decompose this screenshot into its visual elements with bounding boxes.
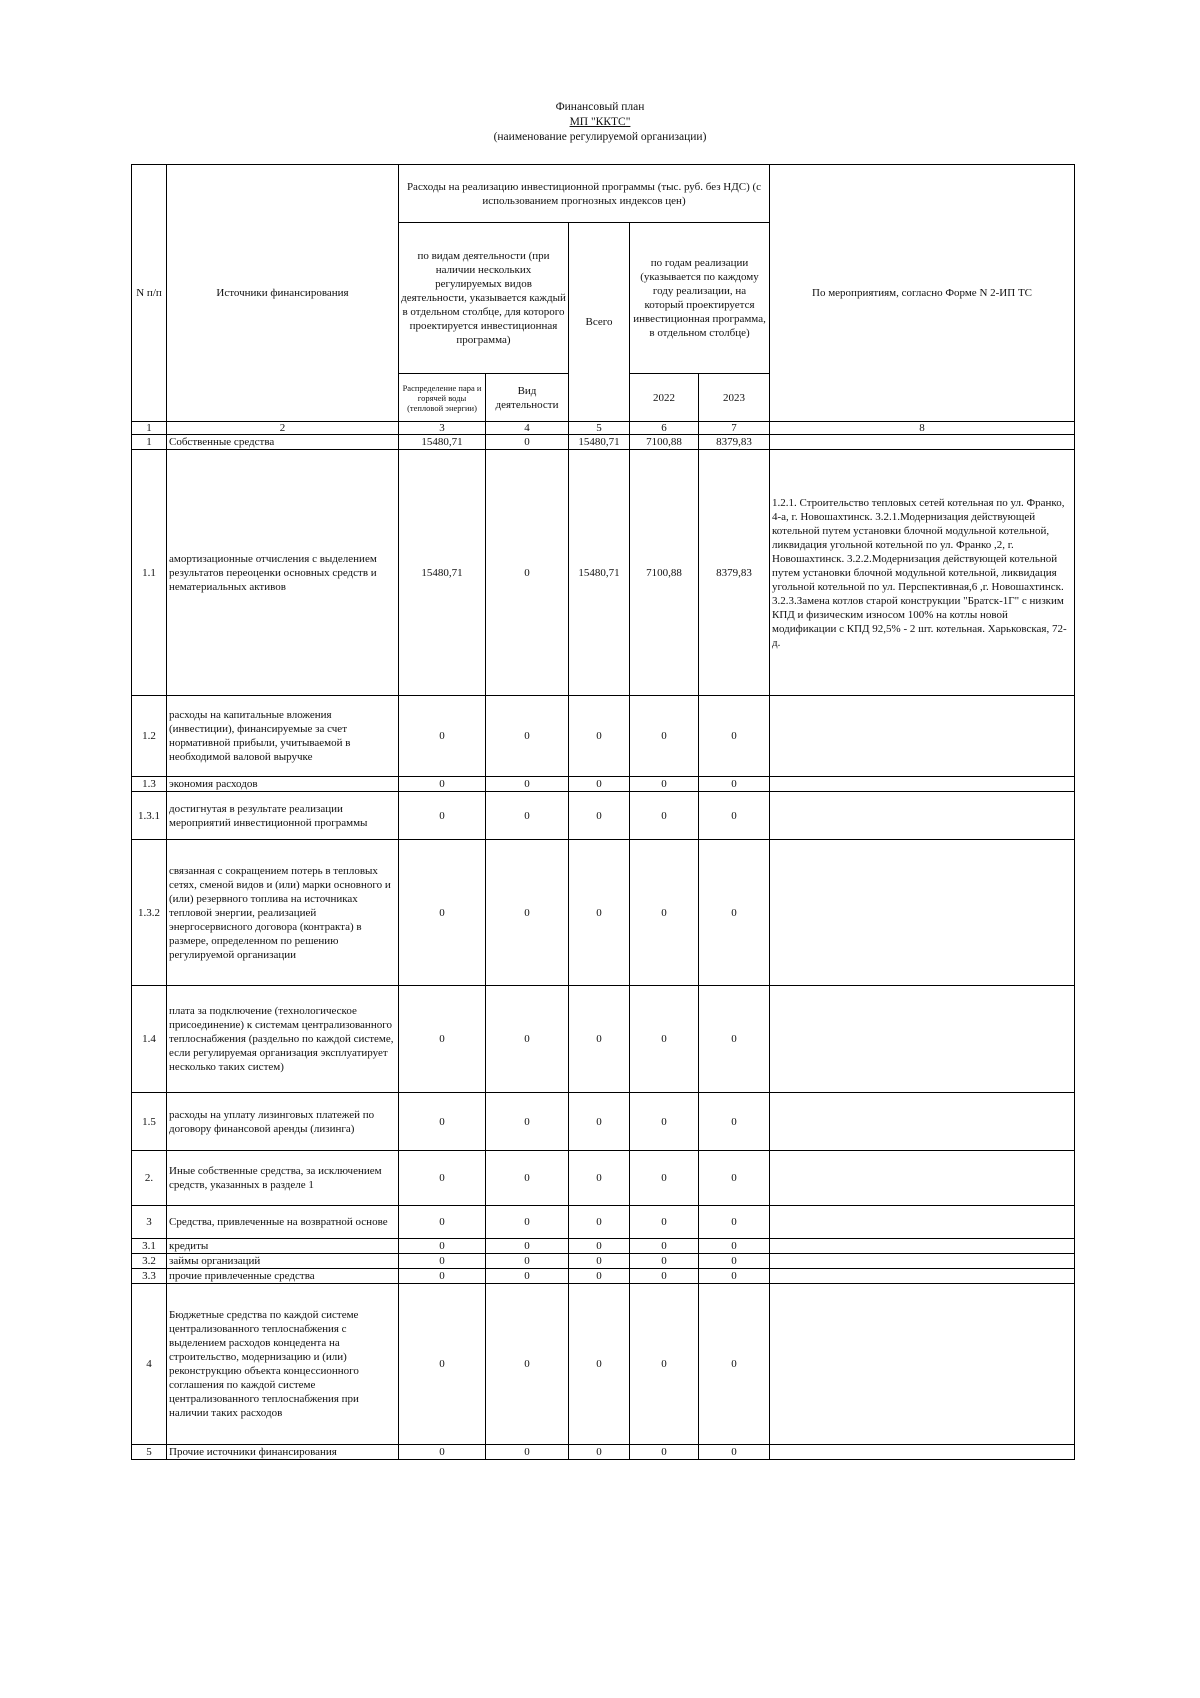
row-measures (770, 1269, 1075, 1284)
row-2022-value: 7100,88 (630, 435, 699, 450)
row-activity-value: 0 (486, 450, 569, 696)
row-distribution-value: 0 (399, 1151, 486, 1206)
row-distribution-value: 0 (399, 696, 486, 777)
row-distribution-value: 0 (399, 1445, 486, 1460)
row-activity-value: 0 (486, 840, 569, 986)
row-source-name: расходы на уплату лизинговых платежей по договору финансовой аренды (лизинга) (167, 1093, 399, 1151)
row-measures (770, 777, 1075, 792)
row-number: 1.2 (132, 696, 167, 777)
row-measures: 1.2.1. Строительство тепловых сетей котельная по ул. Франко, 4-а, г. Новошахтинск. 3.2.1.Модернизация действующей котельной путем установки блочной модульной котельной, ликвидация угольной котельной по ул. Франко ,2, г. Новошахтинск. 3.2.2.Модернизация действующей котельной путем установки блочной модульной котельной, ликвидация угольной котельной по ул. Перспективная,6 ,г. Новошахтинск. 3.2.3.Замена котлов старой конструкции "Братск-1Г" с низким КПД и физическим износом 100% на котлы новой модификации с КПД 92,5% - 2 шт. котельная. Харьковская, 72-д. (770, 450, 1075, 696)
row-distribution-value: 0 (399, 1093, 486, 1151)
row-number: 2. (132, 1151, 167, 1206)
row-measures (770, 792, 1075, 840)
row-activity-value: 0 (486, 696, 569, 777)
header-year-2022: 2022 (630, 374, 699, 422)
table-row (132, 696, 1075, 777)
row-measures (770, 1206, 1075, 1239)
row-source-name: прочие привлеченные средства (167, 1269, 399, 1284)
row-activity-value: 0 (486, 986, 569, 1093)
row-activity-value: 0 (486, 1269, 569, 1284)
row-number: 1.4 (132, 986, 167, 1093)
header-n: N п/п (132, 165, 167, 422)
row-2022-value: 0 (630, 840, 699, 986)
row-2022-value: 0 (630, 777, 699, 792)
row-2022-value: 0 (630, 1254, 699, 1269)
row-activity-value: 0 (486, 1239, 569, 1254)
row-source-name: Прочие источники финансирования (167, 1445, 399, 1460)
row-distribution-value: 0 (399, 1206, 486, 1239)
row-activity-value: 0 (486, 1445, 569, 1460)
row-source-name: займы организаций (167, 1254, 399, 1269)
row-activity-value: 0 (486, 777, 569, 792)
col-number: 3 (399, 422, 486, 435)
table-row (132, 1239, 1075, 1254)
row-number: 5 (132, 1445, 167, 1460)
header-source: Источники финансирования (167, 165, 399, 422)
table-row (132, 450, 1075, 696)
row-2023-value: 0 (699, 1254, 770, 1269)
row-source-name: связанная с сокращением потерь в тепловых сетях, сменой видов и (или) марки основного и (или) резервного топлива на источниках тепловой энергии, реализацией энергосервисного договора (контракта) в размере, определенном по решению регулируемой организации (167, 840, 399, 986)
col-number: 5 (569, 422, 630, 435)
row-measures (770, 840, 1075, 986)
row-source-name: Иные собственные средства, за исключением средств, указанных в разделе 1 (167, 1151, 399, 1206)
row-total-value: 0 (569, 777, 630, 792)
row-2022-value: 0 (630, 1093, 699, 1151)
row-number: 3 (132, 1206, 167, 1239)
row-activity-value: 0 (486, 792, 569, 840)
row-2022-value: 0 (630, 696, 699, 777)
row-2022-value: 0 (630, 1151, 699, 1206)
row-2023-value: 0 (699, 1239, 770, 1254)
row-number: 1.5 (132, 1093, 167, 1151)
row-measures (770, 1239, 1075, 1254)
document-header (0, 100, 1200, 145)
row-2023-value: 0 (699, 1151, 770, 1206)
row-total-value: 0 (569, 1445, 630, 1460)
table-row (132, 1445, 1075, 1460)
col-number: 1 (132, 422, 167, 435)
row-measures (770, 1445, 1075, 1460)
row-total-value: 0 (569, 696, 630, 777)
row-total-value: 0 (569, 1284, 630, 1445)
document-title: Финансовый план (555, 101, 645, 113)
table-row (132, 777, 1075, 792)
row-measures (770, 986, 1075, 1093)
row-2022-value: 0 (630, 1206, 699, 1239)
row-2022-value: 0 (630, 1284, 699, 1445)
row-total-value: 0 (569, 1151, 630, 1206)
row-number: 1 (132, 435, 167, 450)
row-2022-value: 0 (630, 1445, 699, 1460)
row-distribution-value: 0 (399, 840, 486, 986)
row-total-value: 0 (569, 792, 630, 840)
row-total-value: 0 (569, 1239, 630, 1254)
col-number: 8 (770, 422, 1075, 435)
header-total: Всего (569, 223, 630, 422)
table-row (132, 792, 1075, 840)
row-activity-value: 0 (486, 1206, 569, 1239)
row-source-name: Собственные средства (167, 435, 399, 450)
table-row (132, 1206, 1075, 1239)
row-total-value: 0 (569, 986, 630, 1093)
table-row (132, 1093, 1075, 1151)
row-source-name: кредиты (167, 1239, 399, 1254)
row-distribution-value: 0 (399, 792, 486, 840)
table-row (132, 986, 1075, 1093)
row-source-name: экономия расходов (167, 777, 399, 792)
row-2023-value: 8379,83 (699, 435, 770, 450)
row-total-value: 0 (569, 1093, 630, 1151)
row-distribution-value: 0 (399, 986, 486, 1093)
col-number: 6 (630, 422, 699, 435)
row-activity-value: 0 (486, 1254, 569, 1269)
row-number: 1.3.2 (132, 840, 167, 986)
row-2023-value: 0 (699, 1206, 770, 1239)
col-number: 7 (699, 422, 770, 435)
row-activity-value: 0 (486, 1284, 569, 1445)
row-distribution-value: 0 (399, 1239, 486, 1254)
row-2022-value: 0 (630, 1269, 699, 1284)
row-source-name: расходы на капитальные вложения (инвестиции), финансируемые за счет нормативной прибыли, учитываемой в необходимой валовой выручке (167, 696, 399, 777)
row-2023-value: 0 (699, 1284, 770, 1445)
row-distribution-value: 0 (399, 777, 486, 792)
row-measures (770, 1284, 1075, 1445)
row-2023-value: 0 (699, 777, 770, 792)
row-2023-value: 0 (699, 1093, 770, 1151)
row-distribution-value: 0 (399, 1284, 486, 1445)
row-number: 4 (132, 1284, 167, 1445)
row-total-value: 0 (569, 1206, 630, 1239)
row-activity-value: 0 (486, 1151, 569, 1206)
col-number: 4 (486, 422, 569, 435)
row-measures (770, 1093, 1075, 1151)
row-distribution-value: 15480,71 (399, 435, 486, 450)
row-total-value: 0 (569, 1254, 630, 1269)
header-activity-type: Вид деятельности (486, 374, 569, 422)
column-numbers-row (132, 422, 1075, 435)
row-source-name: Средства, привлеченные на возвратной основе (167, 1206, 399, 1239)
row-2023-value: 0 (699, 1445, 770, 1460)
row-distribution-value: 0 (399, 1269, 486, 1284)
table-row (132, 1151, 1075, 1206)
row-source-name: амортизационные отчисления с выделением результатов переоценки основных средств и нематериальных активов (167, 450, 399, 696)
financial-plan-table (131, 164, 1075, 1460)
header-year-2023: 2023 (699, 374, 770, 422)
row-total-value: 0 (569, 840, 630, 986)
table-row (132, 1269, 1075, 1284)
col-number: 2 (167, 422, 399, 435)
organization-caption: (наименование регулируемой организации) (493, 131, 707, 143)
row-2023-value: 0 (699, 1269, 770, 1284)
header-distribution: Распределение пара и горячей воды (тепловой энергии) (399, 374, 486, 422)
row-measures (770, 696, 1075, 777)
table-row (132, 435, 1075, 450)
row-measures (770, 1254, 1075, 1269)
row-number: 3.3 (132, 1269, 167, 1284)
table-row (132, 1254, 1075, 1269)
table-row (132, 1284, 1075, 1445)
row-activity-value: 0 (486, 435, 569, 450)
row-source-name: Бюджетные средства по каждой системе централизованного теплоснабжения с выделением расходов концедента на строительство, модернизацию и (или) реконструкцию объекта концессионного соглашения по каждой системе централизованного теплоснабжения при наличии таких расходов (167, 1284, 399, 1445)
row-activity-value: 0 (486, 1093, 569, 1151)
organization-name: МП "ККТС" (569, 116, 631, 128)
row-2023-value: 0 (699, 986, 770, 1093)
row-source-name: плата за подключение (технологическое присоединение) к системам централизованного теплоснабжения (раздельно по каждой системе, если регулируемая организация эксплуатирует несколько таких систем) (167, 986, 399, 1093)
header-expenses: Расходы на реализацию инвестиционной программы (тыс. руб. без НДС) (с использованием прогнозных индексов цен) (399, 165, 770, 223)
row-number: 1.3.1 (132, 792, 167, 840)
row-2022-value: 0 (630, 792, 699, 840)
row-number: 1.1 (132, 450, 167, 696)
row-total-value: 15480,71 (569, 435, 630, 450)
header-by-years: по годам реализации (указывается по каждому году реализации, на который проектируется инвестиционная программа, в отдельном столбце) (630, 223, 770, 374)
row-2022-value: 0 (630, 986, 699, 1093)
row-number: 3.2 (132, 1254, 167, 1269)
table-row (132, 840, 1075, 986)
row-number: 3.1 (132, 1239, 167, 1254)
row-total-value: 15480,71 (569, 450, 630, 696)
row-2022-value: 0 (630, 1239, 699, 1254)
row-2023-value: 0 (699, 696, 770, 777)
row-total-value: 0 (569, 1269, 630, 1284)
header-by-measures: По мероприятиям, согласно Форме N 2-ИП ТС (770, 165, 1075, 422)
row-source-name: достигнутая в результате реализации мероприятий инвестиционной программы (167, 792, 399, 840)
row-distribution-value: 15480,71 (399, 450, 486, 696)
row-measures (770, 1151, 1075, 1206)
row-number: 1.3 (132, 777, 167, 792)
row-2023-value: 0 (699, 840, 770, 986)
header-by-activity: по видам деятельности (при наличии нескольких регулируемых видов деятельности, указывается каждый в отдельном столбце, для которого проектируется инвестиционная программа) (399, 223, 569, 374)
row-2023-value: 8379,83 (699, 450, 770, 696)
row-measures (770, 435, 1075, 450)
row-2023-value: 0 (699, 792, 770, 840)
row-distribution-value: 0 (399, 1254, 486, 1269)
row-2022-value: 7100,88 (630, 450, 699, 696)
